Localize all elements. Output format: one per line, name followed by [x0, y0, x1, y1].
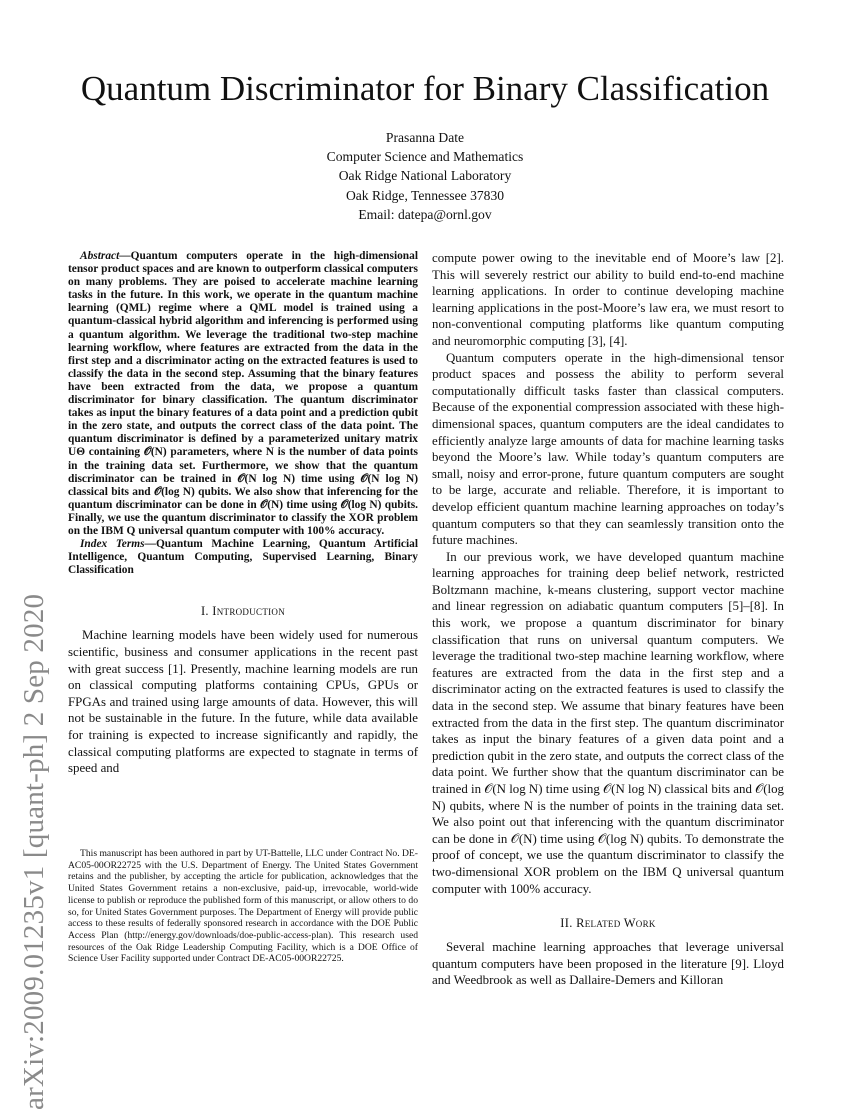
author-location: Oak Ridge, Tennessee 37830 [345, 187, 505, 203]
index-terms-text: —Quantum Machine Learning, Quantum Artificial Intelligence, Quantum Computing, Supervised Learning, Binary Classification [68, 538, 418, 577]
paper-title: Quantum Discriminator for Binary Classification [80, 69, 770, 108]
abstract-text: —Quantum computers operate in the high-dimensional tensor product spaces and are known to outperform classical computers on many problems. They are poised to accelerate machine learning tasks in the future. In this work, we operate in the quantum machine learning (QML) regime where a QML model is trained using a quantum-classical hybrid algorithm and inferencing is performed using a quantum algorithm. We leverage the traditional two-step machine learning workflow, where features are extracted from the data in the first step and a discriminator acting on the extracted features is used to classify the data in the second step. Assuming that the binary features have been extracted from the data, we propose a quantum discriminator for binary classification. The quantum discriminator takes as input the binary features of a data point and a prediction qubit in the zero state, and outputs the correct class of the data point. The quantum discriminator is defined by a parameterized unitary matrix UΘ containing 𝒪(N) parameters, where N is the number of data points in the training data set. Furthermore, we show that the quantum discriminator can be trained in 𝒪(N log N) time using 𝒪(N log N) classical bits and 𝒪(log N) qubits. We also show that inferencing for the quantum discriminator can be done in 𝒪(N) time using 𝒪(log N) qubits. Finally, we use the quantum discriminator to classify the XOR problem on the IBM Q universal quantum computer with 100% accuracy. [68, 250, 418, 537]
section-heading-related-work: II. Related Work [560, 916, 656, 931]
intro-paragraph-continued: compute power owing to the inevitable end of Moore’s law [2]. This will severely restrict our ability to build end-to-end machine learning applications. In order to continue developing machine learning applications in the post-Moore’s law era, we must resort to non-conventional computing platforms like quantum computing and neuromorphic computing [3], [4]. [432, 251, 784, 348]
footnote-text: This manuscript has been authored in part by UT-Battelle, LLC under Contract No. DE-AC05-00OR22725 with the U.S. Department of Energy. The United States Government retains and the publisher, by accepting the article for publication, acknowledges that the United States Government retains a non-exclusive, paid-up, irrevocable, world-wide license to publish or reproduce the published form of this manuscript, or allow others to do so, for United States Government purposes. The Department of Energy will provide public access to these results of federally sponsored research in accordance with the DOE Public Access Plan (http://energy.gov/downloads/doe-public-access-plan). This research used resources of the Oak Ridge Leadership Computing Facility, which is a DOE Office of Science User Facility supported under Contract DE-AC05-00OR22725. [68, 848, 418, 965]
related-work-paragraph-1: Several machine learning approaches that leverage universal quantum computers have been proposed in the literature [9]. Lloyd and Weedbrook as well as Dallaire-Demers and Killoran [432, 940, 784, 988]
abstract [68, 250, 418, 538]
index-terms [68, 538, 418, 577]
author-organization: Oak Ridge National Laboratory [338, 168, 512, 184]
footnote [68, 848, 418, 965]
index-terms-lead: Index Terms [80, 538, 145, 551]
author-name: Prasanna Date [385, 130, 465, 145]
section-heading-introduction: I. Introduction [200, 604, 286, 619]
right-column [432, 250, 784, 989]
intro-paragraph-1: Machine learning models have been widely used for numerous scientific, business and consumer applications in the recent past with great success [1]. Presently, machine learning models are run on classical computing platforms containing CPUs, GPUs or FPGAs and trained using large amounts of data. However, this will not be sustainable in the future. In the future, while data available for training is expected to increase significantly and rapidly, the classical computing platforms are expected to stagnate in terms of speed and [68, 628, 418, 776]
abstract-lead: Abstract [80, 250, 120, 262]
author-block [225, 128, 625, 224]
author-email[interactable]: Email: datepa@ornl.gov [358, 206, 492, 222]
left-column [68, 250, 418, 777]
author-department: Computer Science and Mathematics [326, 149, 524, 165]
intro-paragraph-3: In our previous work, we have developed quantum machine learning approaches for training deep belief network, restricted Boltzmann machine, k-means clustering, support vector machine and linear regression on adiabatic quantum computers [5]–[8]. In this work, we propose a quantum discriminator for binary classification that runs on universal quantum computers. We leverage the traditional two-step machine learning workflow, where features are extracted from the data in the first step and a discriminator acting on the extracted features is used to classify the data in the second step. We assume that binary features have been extracted from the data in the first step. The quantum discriminator takes as input the binary features of a given data point and a prediction qubit in the zero state, and outputs the correct class of the data point. We further show that the quantum discriminator can be trained in 𝒪(N log N) time using 𝒪(N log N) classical bits and 𝒪(log N) qubits, where N is the number of points in the training data set. We also point out that inferencing with the quantum discriminator can be done in 𝒪(N) time using 𝒪(log N) qubits. To demonstrate the proof of concept, we use the quantum discriminator to classify the two-dimensional XOR problem on the IBM Q universal quantum computer with 100% accuracy. [432, 549, 784, 896]
arxiv-side-stamp[interactable]: arXiv:2009.01235v1 [quant-ph] 2 Sep 2020 [18, 593, 50, 1110]
intro-paragraph-2: Quantum computers operate in the high-dimensional tensor product spaces and possess the ability to perform several computationally difficult tasks faster than classical computers. Because of the exponential compression associated with these high-dimensional spaces, quantum computers are the ideal candidates to efficiently analyze large amounts of data for machine learning tasks beyond the Moore’s law. While today’s quantum computers are small, noisy and error-prone, future quantum computers are sought to be large, accurate and reliable. Therefore, it is important to develop efficient quantum machine learning approaches on today’s quantum computers so that they can seamlessly transition onto the future machines. [432, 350, 784, 548]
